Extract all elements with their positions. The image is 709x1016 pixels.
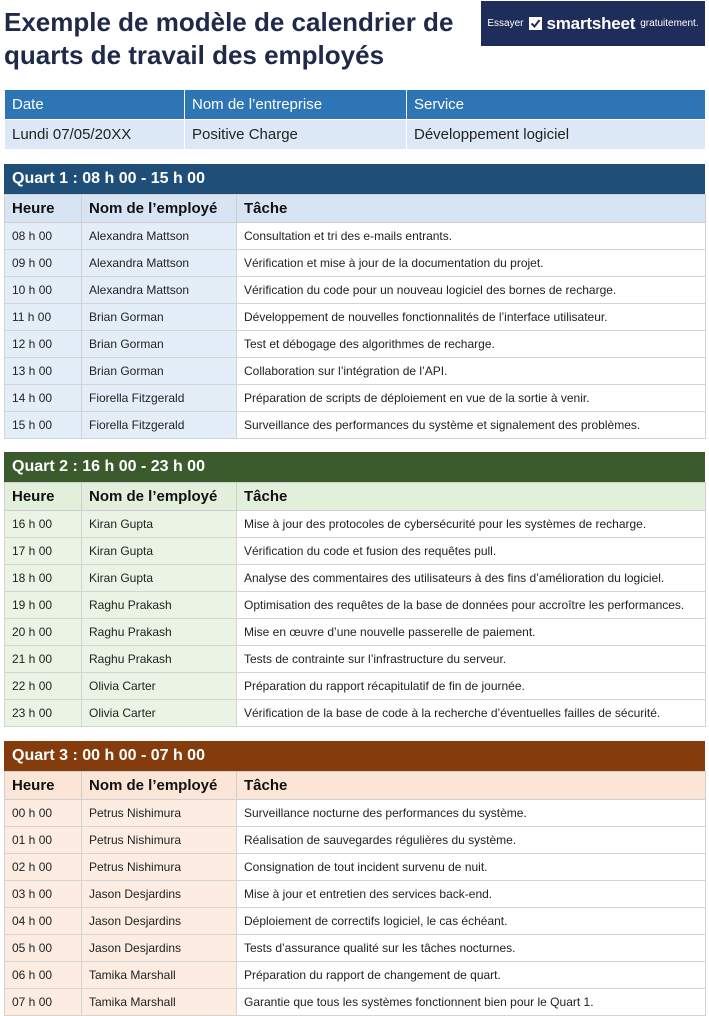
table-row — [5, 908, 706, 935]
shift-hour-cell: 08 h 00 — [5, 223, 82, 250]
shift-hour-cell: 20 h 00 — [5, 619, 82, 646]
table-row — [5, 358, 706, 385]
info-table — [4, 89, 706, 150]
info-header-department: Service — [407, 90, 706, 120]
shift-task-cell: Analyse des commentaires des utilisateurs à des fins d’amélioration du logiciel. — [237, 565, 706, 592]
shift-task-cell: Surveillance nocturne des performances du système. — [237, 800, 706, 827]
table-row — [5, 250, 706, 277]
table-row — [5, 223, 706, 250]
shift-employee-cell: Raghu Prakash — [82, 592, 237, 619]
shift-task-cell: Préparation du rapport récapitulatif de fin de journée. — [237, 673, 706, 700]
shift-employee-cell: Petrus Nishimura — [82, 854, 237, 881]
table-row — [5, 827, 706, 854]
shift-hour-cell: 11 h 00 — [5, 304, 82, 331]
table-row — [5, 619, 706, 646]
shift-employee-cell: Brian Gorman — [82, 358, 237, 385]
shift-hour-cell: 00 h 00 — [5, 800, 82, 827]
shift-hour-cell: 17 h 00 — [5, 538, 82, 565]
shift-hour-cell: 03 h 00 — [5, 881, 82, 908]
shift-3-title: Quart 3 : 00 h 00 - 07 h 00 — [4, 741, 705, 771]
table-row — [5, 935, 706, 962]
banner-brand: smartsheet — [546, 13, 636, 33]
shift-employee-cell: Fiorella Fitzgerald — [82, 412, 237, 439]
shift-3-table — [4, 771, 706, 1016]
shift-task-cell: Mise à jour et entretien des services back-end. — [237, 881, 706, 908]
shift-task-cell: Surveillance des performances du système et signalement des problèmes. — [237, 412, 706, 439]
info-header-company: Nom de l’entreprise — [185, 90, 407, 120]
table-row — [5, 304, 706, 331]
shift-employee-cell: Brian Gorman — [82, 331, 237, 358]
column-header-employee: Nom de l’employé — [82, 772, 237, 800]
banner-pre-text: Essayer — [487, 18, 524, 29]
shift-task-cell: Vérification de la base de code à la recherche d’éventuelles failles de sécurité. — [237, 700, 706, 727]
shift-employee-cell: Tamika Marshall — [82, 962, 237, 989]
shift-task-cell: Garantie que tous les systèmes fonctionnent bien pour le Quart 1. — [237, 989, 706, 1016]
info-header-row — [5, 90, 706, 120]
column-header-employee: Nom de l’employé — [82, 483, 237, 511]
column-header-task: Tâche — [237, 483, 706, 511]
shift-2-section — [4, 452, 705, 727]
shift-task-cell: Mise en œuvre d’une nouvelle passerelle de paiement. — [237, 619, 706, 646]
shift-task-cell: Vérification du code pour un nouveau logiciel des bornes de recharge. — [237, 277, 706, 304]
column-header-task: Tâche — [237, 195, 706, 223]
shift-hour-cell: 19 h 00 — [5, 592, 82, 619]
shift-employee-cell: Kiran Gupta — [82, 511, 237, 538]
shift-employee-cell: Jason Desjardins — [82, 935, 237, 962]
shift-hour-cell: 23 h 00 — [5, 700, 82, 727]
page-title: Exemple de modèle de calendrier de quarts de travail des employés — [4, 7, 454, 70]
shift-employee-cell: Fiorella Fitzgerald — [82, 385, 237, 412]
shift-employee-cell: Raghu Prakash — [82, 619, 237, 646]
shift-hour-cell: 09 h 00 — [5, 250, 82, 277]
shift-hour-cell: 12 h 00 — [5, 331, 82, 358]
column-header-task: Tâche — [237, 772, 706, 800]
shift-task-cell: Test et débogage des algorithmes de recharge. — [237, 331, 706, 358]
info-date: Lundi 07/05/20XX — [5, 120, 185, 150]
column-header-hour: Heure — [5, 772, 82, 800]
shift-employee-cell: Kiran Gupta — [82, 538, 237, 565]
table-row — [5, 700, 706, 727]
shift-task-cell: Tests d’assurance qualité sur les tâches nocturnes. — [237, 935, 706, 962]
shift-employee-cell: Jason Desjardins — [82, 908, 237, 935]
shift-task-cell: Vérification et mise à jour de la documentation du projet. — [237, 250, 706, 277]
column-header-hour: Heure — [5, 195, 82, 223]
shift-task-cell: Mise à jour des protocoles de cybersécurité pour les systèmes de recharge. — [237, 511, 706, 538]
shift-employee-cell: Petrus Nishimura — [82, 827, 237, 854]
shift-3-section — [4, 741, 705, 1016]
shift-task-cell: Développement de nouvelles fonctionnalités de l’interface utilisateur. — [237, 304, 706, 331]
checkmark-icon — [529, 17, 542, 30]
shift-hour-cell: 16 h 00 — [5, 511, 82, 538]
shift-employee-cell: Alexandra Mattson — [82, 277, 237, 304]
shift-hour-cell: 13 h 00 — [5, 358, 82, 385]
shift-employee-cell: Raghu Prakash — [82, 646, 237, 673]
shift-1-section — [4, 164, 705, 439]
shift-hour-cell: 04 h 00 — [5, 908, 82, 935]
shift-1-header-row — [5, 195, 706, 223]
shift-2-table — [4, 482, 706, 727]
shift-employee-cell: Olivia Carter — [82, 700, 237, 727]
shift-hour-cell: 10 h 00 — [5, 277, 82, 304]
shift-hour-cell: 15 h 00 — [5, 412, 82, 439]
info-department: Développement logiciel — [407, 120, 706, 150]
shift-task-cell: Vérification du code et fusion des requêtes pull. — [237, 538, 706, 565]
shift-task-cell: Consignation de tout incident survenu de nuit. — [237, 854, 706, 881]
shift-employee-cell: Jason Desjardins — [82, 881, 237, 908]
shift-task-cell: Préparation de scripts de déploiement en vue de la sortie à venir. — [237, 385, 706, 412]
table-row — [5, 538, 706, 565]
smartsheet-trial-banner[interactable] — [481, 1, 705, 46]
shift-task-cell: Réalisation de sauvegardes régulières du système. — [237, 827, 706, 854]
table-row — [5, 800, 706, 827]
table-row — [5, 277, 706, 304]
table-row — [5, 511, 706, 538]
shift-employee-cell: Petrus Nishimura — [82, 800, 237, 827]
shift-3-header-row — [5, 772, 706, 800]
shift-employee-cell: Alexandra Mattson — [82, 223, 237, 250]
shift-hour-cell: 21 h 00 — [5, 646, 82, 673]
shift-task-cell: Collaboration sur l’intégration de l’API. — [237, 358, 706, 385]
table-row — [5, 385, 706, 412]
table-row — [5, 412, 706, 439]
shift-hour-cell: 01 h 00 — [5, 827, 82, 854]
shift-employee-cell: Alexandra Mattson — [82, 250, 237, 277]
table-row — [5, 854, 706, 881]
info-value-row — [5, 120, 706, 150]
shift-1-table — [4, 194, 706, 439]
shift-hour-cell: 05 h 00 — [5, 935, 82, 962]
table-row — [5, 673, 706, 700]
shift-task-cell: Consultation et tri des e-mails entrants. — [237, 223, 706, 250]
table-row — [5, 565, 706, 592]
column-header-hour: Heure — [5, 483, 82, 511]
shift-employee-cell: Olivia Carter — [82, 673, 237, 700]
table-row — [5, 331, 706, 358]
table-row — [5, 962, 706, 989]
shift-hour-cell: 06 h 00 — [5, 962, 82, 989]
table-row — [5, 881, 706, 908]
shift-task-cell: Tests de contrainte sur l’infrastructure du serveur. — [237, 646, 706, 673]
shift-hour-cell: 02 h 00 — [5, 854, 82, 881]
shift-hour-cell: 22 h 00 — [5, 673, 82, 700]
shift-hour-cell: 07 h 00 — [5, 989, 82, 1016]
shift-employee-cell: Tamika Marshall — [82, 989, 237, 1016]
banner-post-text: gratuitement. — [640, 18, 699, 29]
shift-task-cell: Optimisation des requêtes de la base de données pour accroître les performances. — [237, 592, 706, 619]
shift-hour-cell: 14 h 00 — [5, 385, 82, 412]
table-row — [5, 989, 706, 1016]
column-header-employee: Nom de l’employé — [82, 195, 237, 223]
shift-employee-cell: Kiran Gupta — [82, 565, 237, 592]
table-row — [5, 646, 706, 673]
shift-task-cell: Déploiement de correctifs logiciel, le cas échéant. — [237, 908, 706, 935]
shift-2-header-row — [5, 483, 706, 511]
shift-1-title: Quart 1 : 08 h 00 - 15 h 00 — [4, 164, 705, 194]
info-company: Positive Charge — [185, 120, 407, 150]
shift-hour-cell: 18 h 00 — [5, 565, 82, 592]
shift-task-cell: Préparation du rapport de changement de quart. — [237, 962, 706, 989]
info-header-date: Date — [5, 90, 185, 120]
table-row — [5, 592, 706, 619]
shift-employee-cell: Brian Gorman — [82, 304, 237, 331]
shift-2-title: Quart 2 : 16 h 00 - 23 h 00 — [4, 452, 705, 482]
